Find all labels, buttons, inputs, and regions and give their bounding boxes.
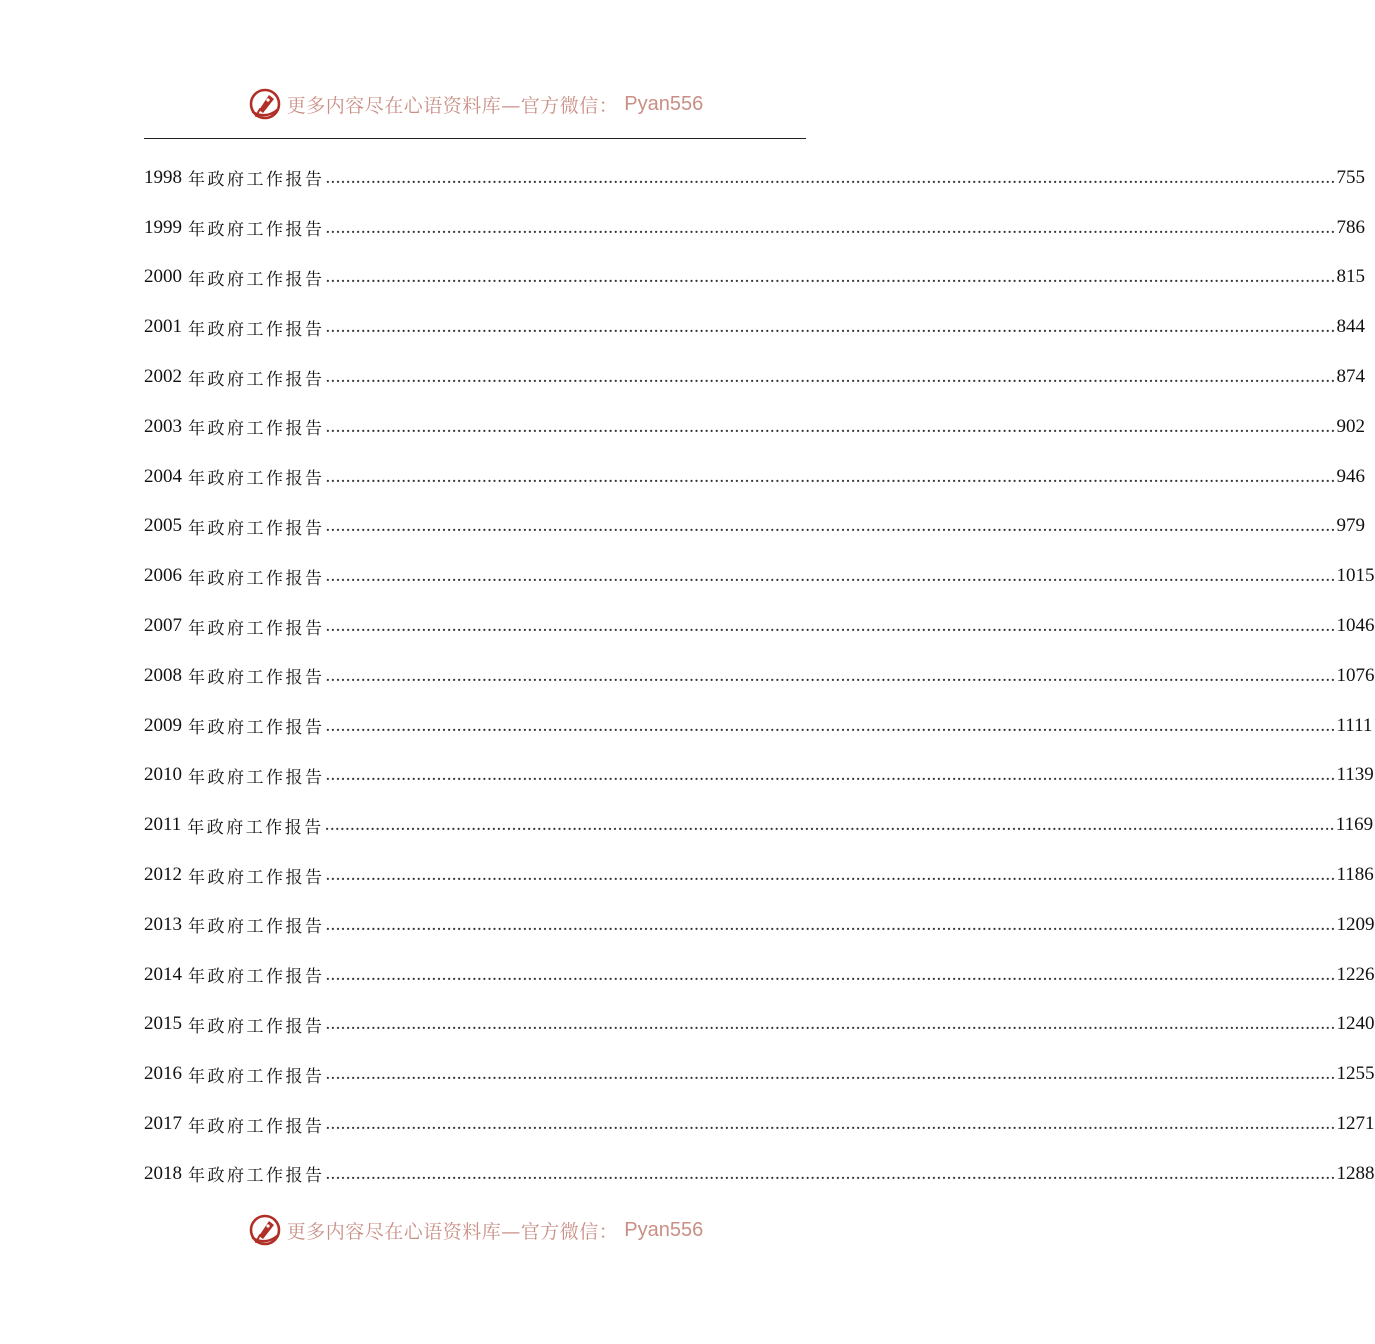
toc-entry-year: 2004 [144, 465, 182, 487]
toc-entry-title: 年政府工作报告 [188, 718, 325, 739]
toc-entry-title: 年政府工作报告 [188, 170, 325, 191]
toc-entry-page-number: 1255 [1336, 1063, 1375, 1085]
toc-entry-page-number: 874 [1336, 366, 1365, 388]
header-rule [144, 138, 806, 139]
toc-entry-page-number: 815 [1336, 266, 1365, 288]
toc-dot-leader: ........................................................................................................................................................................................................ [325, 714, 1336, 736]
toc-entry-title: 年政府工作报告 [187, 817, 324, 838]
wechat-id: Pyan556 [624, 1218, 704, 1241]
toc-entry-title: 年政府工作报告 [188, 618, 325, 639]
toc-entry-title: 年政府工作报告 [188, 518, 325, 539]
toc-entry-year: 2017 [144, 1113, 182, 1135]
toc-entry-year: 1999 [144, 216, 182, 238]
toc-entry-title: 年政府工作报告 [188, 1166, 325, 1187]
toc-entry[interactable] [144, 800, 1374, 850]
toc-entry-year: 2014 [144, 963, 182, 985]
toc-entry-title: 年政府工作报告 [188, 369, 325, 390]
toc-dot-leader: ........................................................................................................................................................................................................ [325, 1063, 1336, 1085]
toc-entry-title: 年政府工作报告 [188, 419, 325, 440]
toc-dot-leader: ........................................................................................................................................................................................................ [325, 1162, 1336, 1184]
toc-entry-title: 年政府工作报告 [188, 220, 325, 241]
toc-entry-page-number: 1139 [1336, 764, 1374, 786]
toc-entry-page-number: 1046 [1336, 615, 1375, 637]
toc-entry[interactable] [144, 651, 1375, 701]
toc-dot-leader: ........................................................................................................................................................................................................ [325, 864, 1336, 886]
toc-dot-leader: ........................................................................................................................................................................................................ [325, 216, 1336, 238]
toc-entry[interactable] [144, 1000, 1375, 1050]
toc-entry-title: 年政府工作报告 [188, 867, 325, 888]
table-of-contents [144, 153, 1375, 1199]
toc-dot-leader: ........................................................................................................................................................................................................ [325, 515, 1336, 537]
toc-entry-page-number: 902 [1336, 415, 1365, 437]
toc-entry-year: 2000 [144, 266, 182, 288]
toc-entry-year: 2006 [144, 565, 182, 587]
toc-entry-year: 2005 [144, 515, 182, 537]
toc-entry-year: 2018 [144, 1162, 182, 1184]
toc-dot-leader: ........................................................................................................................................................................................................ [325, 1113, 1336, 1135]
toc-entry-page-number: 1015 [1336, 565, 1375, 587]
toc-dot-leader: ........................................................................................................................................................................................................ [325, 963, 1336, 985]
toc-entry-year: 2013 [144, 913, 182, 935]
toc-dot-leader: ........................................................................................................................................................................................................ [325, 913, 1336, 935]
toc-entry-title: 年政府工作报告 [188, 767, 325, 788]
toc-entry-year: 2015 [144, 1013, 182, 1035]
pen-nib-logo-icon [247, 86, 283, 122]
toc-entry-year: 2016 [144, 1063, 182, 1085]
toc-entry[interactable] [144, 302, 1365, 352]
toc-entry[interactable] [144, 1099, 1375, 1149]
pen-nib-logo-icon [247, 1212, 283, 1248]
toc-entry-page-number: 1076 [1336, 664, 1375, 686]
toc-dot-leader: ........................................................................................................................................................................................................ [325, 615, 1336, 637]
toc-dot-leader: ........................................................................................................................................................................................................ [325, 266, 1336, 288]
toc-entry-page-number: 1169 [1335, 814, 1374, 836]
toc-entry[interactable] [144, 900, 1375, 950]
toc-entry[interactable] [144, 203, 1365, 253]
toc-entry[interactable] [144, 1149, 1375, 1199]
toc-entry-year: 2002 [144, 366, 182, 388]
toc-entry-page-number: 1186 [1336, 864, 1374, 886]
toc-entry[interactable] [144, 950, 1375, 1000]
toc-entry-year: 2001 [144, 316, 182, 338]
toc-entry[interactable] [144, 253, 1365, 303]
toc-entry-page-number: 979 [1336, 515, 1365, 537]
toc-dot-leader: ........................................................................................................................................................................................................ [325, 366, 1336, 388]
toc-entry[interactable] [144, 751, 1374, 801]
toc-dot-leader: ........................................................................................................................................................................................................ [325, 465, 1336, 487]
toc-entry[interactable] [144, 551, 1375, 601]
toc-entry-title: 年政府工作报告 [188, 668, 325, 689]
toc-entry-title: 年政府工作报告 [188, 1116, 325, 1137]
toc-entry-title: 年政府工作报告 [188, 967, 325, 988]
toc-entry-year: 1998 [144, 166, 182, 188]
toc-entry[interactable] [144, 452, 1365, 502]
toc-entry-page-number: 946 [1336, 465, 1365, 487]
footer-banner [0, 1210, 950, 1250]
toc-entry-title: 年政府工作报告 [188, 269, 325, 290]
toc-entry-page-number: 755 [1336, 166, 1365, 188]
banner-text: 更多内容尽在心语资料库—官方微信： [286, 1220, 619, 1243]
toc-entry-year: 2010 [144, 764, 182, 786]
toc-entry-year: 2011 [144, 814, 182, 836]
toc-dot-leader: ........................................................................................................................................................................................................ [325, 764, 1336, 786]
toc-entry-year: 2012 [144, 864, 182, 886]
toc-entry-year: 2003 [144, 415, 182, 437]
toc-entry-title: 年政府工作报告 [188, 568, 325, 589]
toc-entry-page-number: 1209 [1336, 913, 1375, 935]
toc-entry-title: 年政府工作报告 [188, 469, 325, 490]
toc-entry-year: 2008 [144, 664, 182, 686]
toc-entry-page-number: 1288 [1336, 1162, 1375, 1184]
toc-entry-page-number: 844 [1336, 316, 1365, 338]
toc-entry[interactable] [144, 701, 1373, 751]
toc-entry-year: 2007 [144, 615, 182, 637]
toc-dot-leader: ........................................................................................................................................................................................................ [325, 166, 1336, 188]
banner-text: 更多内容尽在心语资料库—官方微信： [286, 94, 619, 117]
toc-entry-page-number: 1240 [1336, 1013, 1375, 1035]
toc-dot-leader: ........................................................................................................................................................................................................ [325, 316, 1336, 338]
toc-entry[interactable] [144, 1049, 1375, 1099]
toc-entry-title: 年政府工作报告 [188, 1016, 325, 1037]
toc-entry[interactable] [144, 850, 1374, 900]
toc-entry[interactable] [144, 352, 1365, 402]
toc-dot-leader: ........................................................................................................................................................................................................ [324, 814, 1335, 836]
toc-entry[interactable] [144, 601, 1375, 651]
toc-entry-title: 年政府工作报告 [188, 1066, 325, 1087]
toc-entry-title: 年政府工作报告 [188, 319, 325, 340]
wechat-id: Pyan556 [624, 92, 704, 115]
toc-entry[interactable] [144, 402, 1365, 452]
toc-entry-page-number: 786 [1336, 216, 1365, 238]
header-banner [0, 84, 950, 124]
toc-entry-page-number: 1226 [1336, 963, 1375, 985]
toc-entry[interactable] [144, 502, 1365, 552]
toc-dot-leader: ........................................................................................................................................................................................................ [325, 415, 1336, 437]
toc-entry-title: 年政府工作报告 [188, 917, 325, 938]
toc-dot-leader: ........................................................................................................................................................................................................ [325, 565, 1336, 587]
toc-dot-leader: ........................................................................................................................................................................................................ [325, 1013, 1336, 1035]
toc-entry[interactable] [144, 153, 1365, 203]
toc-dot-leader: ........................................................................................................................................................................................................ [325, 664, 1336, 686]
toc-entry-page-number: 1111 [1336, 714, 1373, 736]
toc-entry-page-number: 1271 [1336, 1113, 1375, 1135]
toc-entry-year: 2009 [144, 714, 182, 736]
